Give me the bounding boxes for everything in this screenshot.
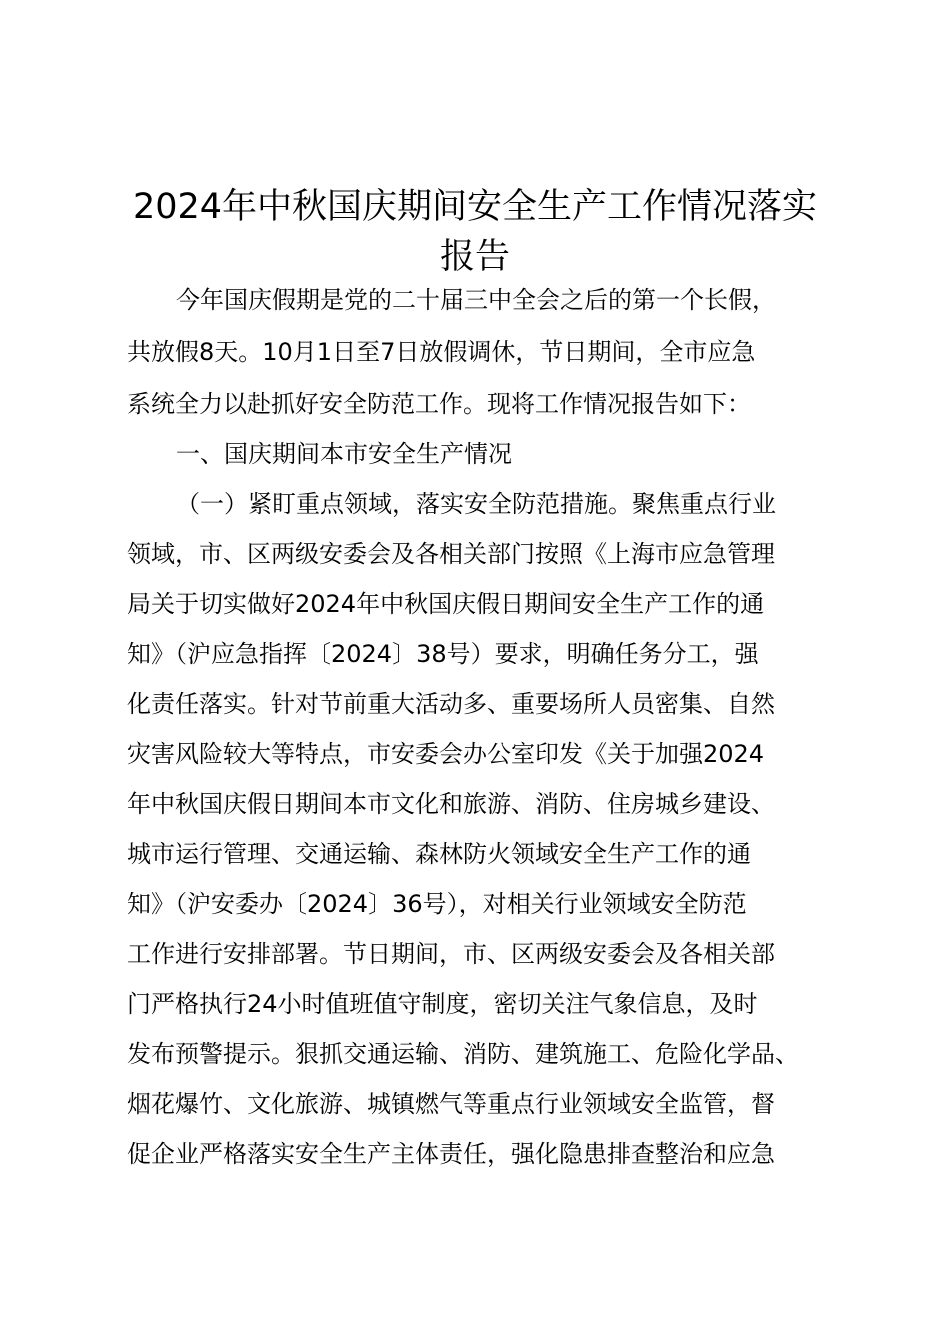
body-line-1: 今年国庆假期是党的二十届三中全会之后的第一个长假，: [176, 286, 776, 314]
body-line-7: 局关于切实做好2024年中秋国庆假日期间安全生产工作的通: [127, 590, 765, 618]
body-line-8: 知》（沪应急指挥〔2024〕38号）要求，明确任务分工，强: [127, 640, 759, 668]
body-line-14: 工作进行安排部署。节日期间，市、区两级安委会及各相关部: [127, 940, 775, 968]
body-line-3: 系统全力以赴抓好安全防范工作。现将工作情况报告如下：: [127, 390, 751, 418]
document-title-line-1: 2024年中秋国庆期间安全生产工作情况落实: [132, 187, 818, 227]
body-line-18: 促企业严格落实安全生产主体责任，强化隐患排查整治和应急: [127, 1140, 775, 1168]
body-line-15: 门严格执行24小时值班值守制度，密切关注气象信息，及时: [127, 990, 758, 1018]
body-line-17: 烟花爆竹、文化旅游、城镇燃气等重点行业领域安全监管，督: [127, 1090, 775, 1118]
body-line-13: 知》（沪安委办〔2024〕36号），对相关行业领域安全防范: [127, 890, 747, 918]
body-line-16: 发布预警提示。狠抓交通运输、消防、建筑施工、危险化学品、: [127, 1040, 799, 1068]
body-line-2: 共放假8天。10月1日至7日放假调休，节日期间，全市应急: [127, 338, 756, 366]
section-heading-1: 一、国庆期间本市安全生产情况: [176, 440, 512, 468]
body-line-11: 年中秋国庆假日期间本市文化和旅游、消防、住房城乡建设、: [127, 790, 775, 818]
document-title-line-2: 报告: [439, 237, 510, 277]
body-line-12: 城市运行管理、交通运输、森林防火领域安全生产工作的通: [127, 840, 751, 868]
body-line-9: 化责任落实。针对节前重大活动多、重要场所人员密集、自然: [127, 690, 775, 718]
body-line-10: 灾害风险较大等特点，市安委会办公室印发《关于加强2024: [127, 740, 765, 768]
body-line-6: 领域，市、区两级安委会及各相关部门按照《上海市应急管理: [127, 540, 775, 568]
body-line-5: （一）紧盯重点领域，落实安全防范措施。聚焦重点行业: [176, 490, 776, 518]
